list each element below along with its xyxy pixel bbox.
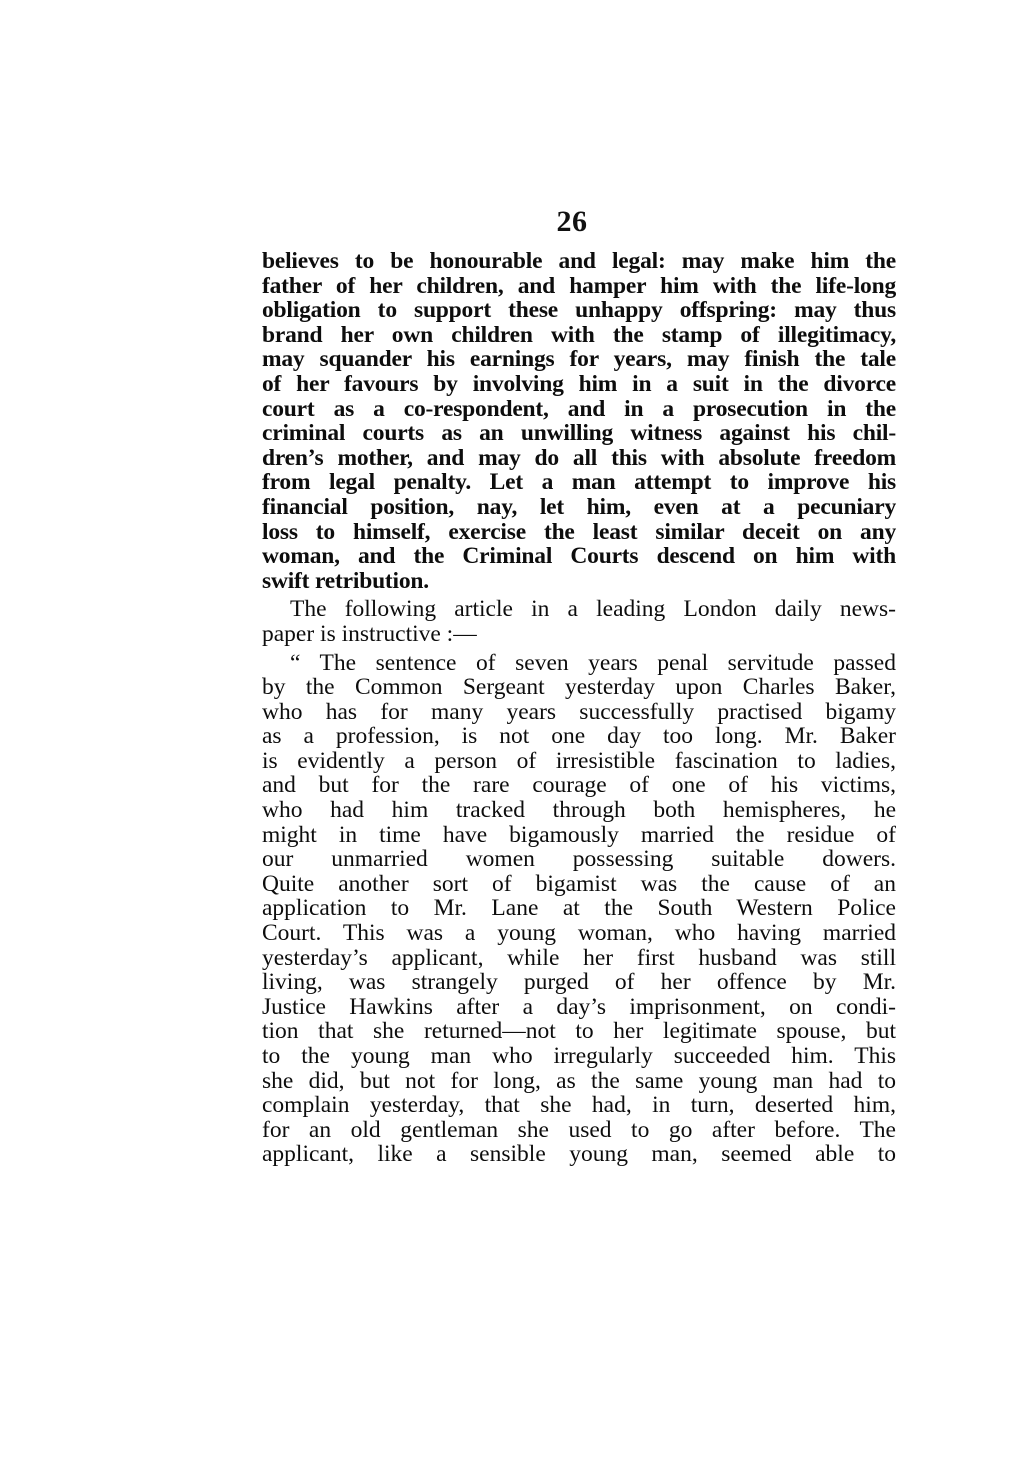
text-line: living, was strangely purged of her offence by Mr.: [262, 969, 896, 996]
text-line: is evidently a person of irresistible fascination to ladies,: [262, 747, 896, 774]
text-line: dren’s mother, and may do all this with absolute freedom: [262, 444, 896, 471]
text-line: applicant, like a sensible young man, seemed able to: [262, 1141, 896, 1168]
text-line: might in time have bigamously married the residue of: [262, 821, 896, 848]
page-number: 26: [556, 205, 588, 238]
text-line: paper is instructive :—: [262, 620, 477, 647]
text-line: The following article in a leading London daily news-: [290, 596, 896, 623]
text-line: and but for the rare courage of one of his victims,: [262, 772, 896, 799]
paragraph-3-quotation: [262, 651, 896, 1167]
text-line: court as a co-respondent, and in a prosecution in the: [262, 395, 896, 422]
text-line: she did, but not for long, as the same young man had to: [262, 1067, 896, 1094]
text-line: Court. This was a young woman, who having married: [262, 920, 896, 947]
text-line: application to Mr. Lane at the South Western Police: [262, 895, 896, 922]
text-line: who had him tracked through both hemispheres, he: [262, 797, 896, 824]
paragraph-2: [262, 597, 896, 646]
text-line: who has for many years successfully practised bigamy: [262, 698, 896, 725]
text-line: yesterday’s applicant, while her first husband was still: [262, 944, 896, 971]
text-line: financial position, nay, let him, even at a pecuniary: [262, 493, 896, 520]
body-text: [262, 249, 896, 1167]
text-line: to the young man who irregularly succeeded him. This: [262, 1043, 896, 1069]
text-line: loss to himself, exercise the least similar deceit on any: [262, 518, 896, 545]
text-line: our unmarried women possessing suitable dowers.: [262, 846, 896, 873]
text-line: of her favours by involving him in a suit in the divorce: [262, 370, 896, 397]
text-line: complain yesterday, that she had, in turn, deserted him,: [262, 1092, 896, 1119]
text-line: may squander his earnings for years, may finish the tale: [262, 346, 896, 373]
text-line: for an old gentleman she used to go after before. The: [262, 1116, 896, 1143]
text-line: tion that she returned—not to her legitimate spouse, but: [262, 1018, 896, 1045]
text-line: father of her children, and hamper him with the life-long: [262, 272, 896, 299]
text-line: as a profession, is not one day too long. Mr. Baker: [262, 723, 896, 750]
text-line: criminal courts as an unwilling witness against his chil-: [262, 420, 896, 447]
text-line: swift retribution.: [262, 567, 429, 594]
text-line: by the Common Sergeant yesterday upon Charles Baker,: [262, 674, 896, 701]
paragraph-1: [262, 249, 896, 593]
text-line: woman, and the Criminal Courts descend on him with: [262, 543, 896, 570]
text-line: believes to be honourable and legal: may make him the: [262, 248, 896, 274]
text-line: from legal penalty. Let a man attempt to improve his: [262, 469, 896, 496]
text-line: Quite another sort of bigamist was the cause of an: [262, 870, 896, 897]
text-line: obligation to support these unhappy offspring: may thus: [262, 297, 896, 324]
text-line: “ The sentence of seven years penal servitude passed: [290, 649, 896, 676]
text-line: brand her own children with the stamp of illegitimacy,: [262, 321, 896, 348]
text-line: Justice Hawkins after a day’s imprisonment, on condi-: [262, 993, 896, 1020]
